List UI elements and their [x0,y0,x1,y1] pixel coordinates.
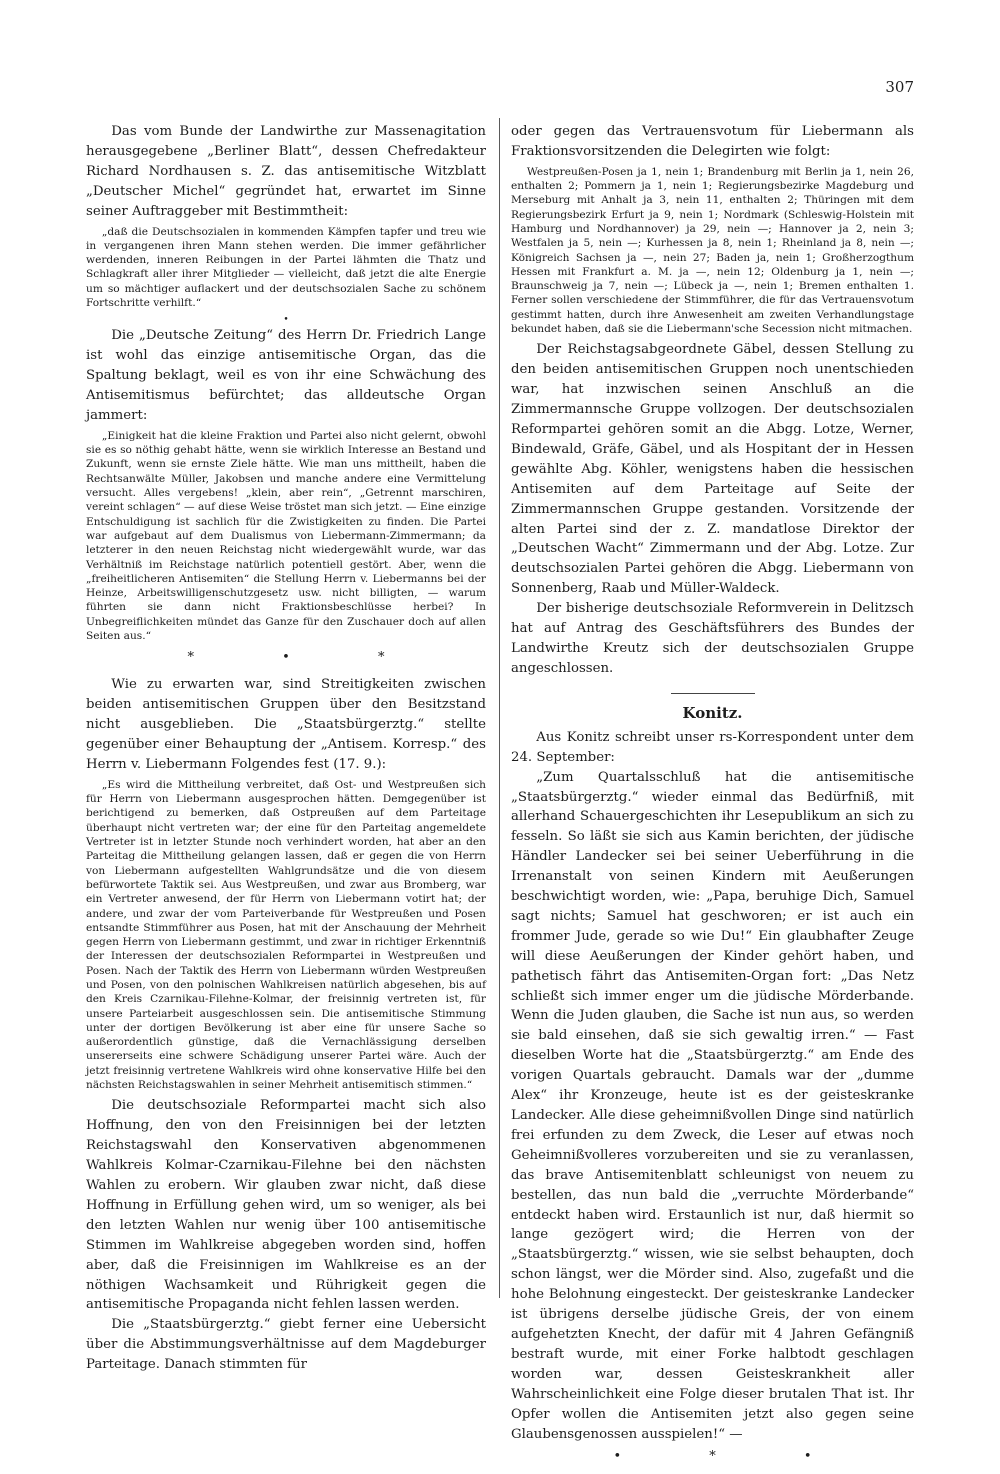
paragraph-vertrauensvotum: oder gegen das Vertrauensvotum für Liebermann als Fraktionsvorsitzenden die Delegirten wie folgt: [511,124,914,159]
section-heading-konitz: Konitz. [682,703,743,722]
end-separator: • * • [613,1449,854,1465]
column-divider [499,118,500,1298]
paragraph-konitz-report: „Zum Quartalsschluß hat die antisemitische „Staatsbürgerztg.“ wieder einmal das Bedürfniß, mit allerhand Schauergeschichten ihr Lesepublikum an sich zu fesseln. So läßt sie sich aus Kamin berichten, der jüdische Händler Landecker sei bei seiner Ueberführung in die Irrenanstalt von seinen Kindern mit Aeußerungen beschwichtigt worden, wie: „Papa, beruhige Dich, Samuel sagt nichts; Samuel hat geschworen; er ist auch ein frommer Jude, gerade so wie Du!“ Ein glaubhafter Zeuge will diese Aeußerungen der Kinder gehört haben, und pathetisch fährt das Antisemiten-Organ fort: „Das Netz schließt sich immer enger um die jüdische Mörderbande. Wenn die Juden glauben, die Sache ist nun aus, so werden sie bald einsehen, daß sie sich gewaltig irren.“ — Fast dieselben Worte hat die „Staatsbürgerztg.“ am Ende des vorigen Quartals gebraucht. Damals war der „dumme Alex“ ihr Kronzeuge, heute ist es der geisteskranke Landecker. Alle diese geheimnißvollen Dinge sind natürlich frei erfunden zu dem Zweck, die Leser auf etwas noch Geheimnißvolleres vorzubereiten und sie zu veranlassen, das brave Antisemitenblatt schleunigst von neuem zu bestellen, das nun bald die „verruchte Mörderbande“ entdeckt haben wird. Erstaunlich ist nur, daß hiermit so lange gezögert wird; die Herren von der „Staatsbürgerztg.“ wissen, wie sie selbst behaupten, doch schon längst, wer die Mörder sind. Also, zugefaßt und die hohe Belohnung eingesteckt. Der geisteskranke Landecker ist übrigens derselbe jüdische Greis, der von einem aufgehetzten Knecht, der dafür mit 4 Jahren Gefängniß bestraft wurde, mit einer Forke halbtodt geschlagen worden war, dessen Geisteskrankheit aller Wahrscheinlichkeit eine Folge dieser brutalen That ist. Ihr Opfer wollen die Antisemiten jetzt also gegen seine Glaubensgenossen ausspielen!“ — [511,769,914,1442]
paragraph-uebersicht: Die „Staatsbürgerztg.“ giebt ferner eine Uebersicht über die Abstimmungsverhältnisse auf dem Magdeburger Parteitage. Danach stimmten für [86,1317,486,1373]
paragraph-berliner-blatt: Das vom Bunde der Landwirthe zur Massenagitation herausgegebene „Berliner Blatt“, dessen Chefredakteur Richard Nordhausen s. Z. das antisemitische Witzblatt „Deutscher Michel“ gegründet hat, erwartet im Sinne seiner Auftraggeber mit Bestimmtheit: [86,124,486,219]
page-number: 307 [885,78,914,96]
paragraph-streitigkeiten: Wie zu erwarten war, sind Streitigkeiten zwischen beiden antisemitischen Gruppen über den Besitzstand nicht ausgeblieben. Die „Staatsbürgerztg.“ stellte gegenüber einer Behauptung der „Antisem. Korresp.“ des Herrn v. Liebermann Folgendes fest (17. 9.): [86,677,486,772]
right-column [511,122,914,1474]
quote-berliner-blatt: „daß die Deutschsozialen in kommenden Kämpfen tapfer und treu wie in vergangenen ihren Mann stehen werden. Die immer gefährlicher werdenden, inneren Reibungen in der Partei lähmten die Thatz und Schlagkraft aller ihrer Mitglieder — vielleicht, daß jetzt die alte Energie um so mächtiger auflackert und der deutschsozialen Sache zu schönem Fortschritte verhilft.“ [86,225,486,310]
left-column [86,122,486,1375]
quote-abstimmung: Westpreußen-Posen ja 1, nein 1; Brandenburg mit Berlin ja 1, nein 26, enthalten 2; Pommern ja 1, nein 1; Regierungsbezirke Magdeburg und Merseburg mit Anhalt ja 3, nein 11, enthalten 2; Thüringen mit dem Regierungsbezirk Erfurt ja 9, nein 1; Nordmark (Schleswig-Holstein mit Hamburg und Nordhannover) ja 29, nein —; Hannover ja 2, nein 3; Westfalen ja 5, nein —; Kurhessen ja 8, nein 1; Rheinland ja 8, nein —; Königreich Sachsen ja —, nein 27; Baden ja, nein 1; Großherzogthum Hessen mit Frankfurt a. M. ja —, nein 12; Oldenburg ja 1, nein —; Braunschweig ja 7, nein —; Lübeck ja —, nein 1; Bremen enthalten 1. Ferner sollen verschiedene der Stimmführer, die für das Vertrauensvotum gestimmt hatten, durch ihre Anwesenheit am zweiten Verhandlungstage bekundet haben, daß sie die Liebermann'sche Secession nicht mitmachen. [511,165,914,336]
section-rule [671,693,755,694]
mark: • [283,315,289,326]
paragraph-reformpartei-hoffnung: Die deutschsoziale Reformpartei macht sich also Hoffnung, den von den Freisinnigen bei der letzten Reichstagswahl den Konservativen abgenommenen Wahlkreis Kolmar-Czarnikau-Filehne bei den nächsten Wahlen zu erobern. Wir glauben zwar nicht, daß diese Hoffnung in Erfüllung gehen wird, um so weniger, als bei den letzten Wahlen nur wenig über 100 antisemitische Stimmen im Wahlkreise abgegeben worden sind, hoffen aber, daß die Freisinnigen im Wahlkreise es an der nöthigen Wachsamkeit und Rührigkeit gegen die antisemitische Propaganda nicht fehlen lassen werden. [86,1098,486,1313]
paragraph-konitz-intro: Aus Konitz schreibt unser rs-Korrespondent unter dem 24. September: [511,729,914,765]
paragraph-delitzsch: Der bisherige deutschsoziale Reformverein in Delitzsch hat auf Antrag des Geschäftsführers des Bundes der Landwirthe Kreutz sich der deutschsozialen Gruppe angeschlossen. [511,601,914,676]
section-separator: * • * [187,650,427,666]
quote-staatsbuergerztg: „Es wird die Mittheilung verbreitet, daß Ost- und Westpreußen sich für Herrn von Liebermann ausgesprochen hätten. Demgegenüber ist berichtigend zu bemerken, daß Ostpreußen auf dem Parteitage überhaupt nicht vertreten war; der eine für den Parteitag angemeldete Vertreter ist in letzter Stunde noch verhindert worden, hat aber an den Parteitag die Mittheilung gelangen lassen, daß er gegen die von Herrn von Liebermann aufgestellten Wahlgrundsätze und die von diesem befürwortete Taktik sei. Aus Westpreußen, und zwar aus Bromberg, war ein Vertreter anwesend, der für Herrn von Liebermann votirt hat; der andere, und zwar der vom Parteiverbande für Westpreußen und Posen entsandte Stimmführer aus Posen, hat mit der Anschauung der Mehrheit gegen Herrn von Liebermann gestimmt, und zwar in richtiger Erkenntniß der Interessen der deutschsozialen Reformpartei in Westpreußen und Posen. Nach der Taktik des Herrn von Liebermann würden Westpreußen und Posen, von den polnischen Wahlkreisen natürlich abgesehen, bis auf den Kreis Czarnikau-Filehne-Kolmar, der freisinnig vertreten ist, für unsere Parteiarbeit ausgeschlossen sein. Die antisemitische Stimmung unter der dortigen Bevölkerung ist aber eine für unsere Sache so außerordentlich günstige, daß die Vernachlässigung derselben unsererseits eine schwere Schädigung unserer Partei wäre. Auch der jetzt freisinnig vertretene Wahlkreis wird ohne konservative Hilfe bei den nächsten Reichstagswahlen in seiner Mehrheit antisemitisch stimmen.“ [86,778,486,1092]
quote-deutsche-zeitung: „Einigkeit hat die kleine Fraktion und Partei also nicht gelernt, obwohl sie es so nöthig gehabt hätte, wenn sie wirklich Interesse an Bestand und Zukunft, wenn sie ernste Ziele hätte. Wie man uns mittheilt, haben die Rechtsanwälte Müller, Jakobsen und manche andere eine Vermittelung versucht. Alles vergebens! „klein, aber rein“, „Getrennt marschiren, vereint schlagen“ — auf diese Weise tröstet man sich jetzt. — Eine einzige Entschuldigung ist sachlich für die Zwistigkeiten zu finden. Die Partei war aufgebaut auf dem Dualismus von Liebermann-Zimmermann; da letzterer in den neuen Reichstag nicht wiedergewählt wurde, war das Verhältniß im Reichstage natürlich potentiell gestört. Aber, wenn die „freiheitlicheren Antisemiten“ die Stellung Herrn v. Liebermanns bei der Heinze, Arbeitswilligenschutzgesetz usw. nicht billigten, — warum führten sie dann nicht Fraktionsbeschlüsse herbei? In Unbegreiflichkeiten mündet das Ganze für den Zuschauer doch auf allen Seiten aus.“ [86,429,486,642]
paragraph-deutsche-zeitung: Die „Deutsche Zeitung“ des Herrn Dr. Friedrich Lange ist wohl das einzige antisemitische Organ, das die Spaltung beklagt, weil es von ihr eine Schwächung des Antisemitismus befürchtet; das alldeutsche Organ jammert: [86,328,486,423]
paragraph-gaebel: Der Reichstagsabgeordnete Gäbel, dessen Stellung zu den beiden antisemitischen Gruppen noch unentschieden war, hat inzwischen seinen Anschluß an die Zimmermannsche Gruppe vollzogen. Der deutschsozialen Reformpartei gehören somit an die Abgg. Lotze, Werner, Bindewald, Gräfe, Gäbel, und als Hospitant der in Hessen gewählte Abg. Köhler, wenigstens haben die hessischen Antisemiten auf dem Parteitage auf Seite der Zimmermannschen Gruppe gestanden. Vorsitzende der alten Partei sind der z. Z. mandatlose Direktor der „Deutschen Wacht“ Zimmermann und der Abg. Lotze. Zur deutschsozialen Partei gehören die Abgg. Liebermann von Sonnenberg, Raab und Müller-Waldeck. [511,342,914,597]
